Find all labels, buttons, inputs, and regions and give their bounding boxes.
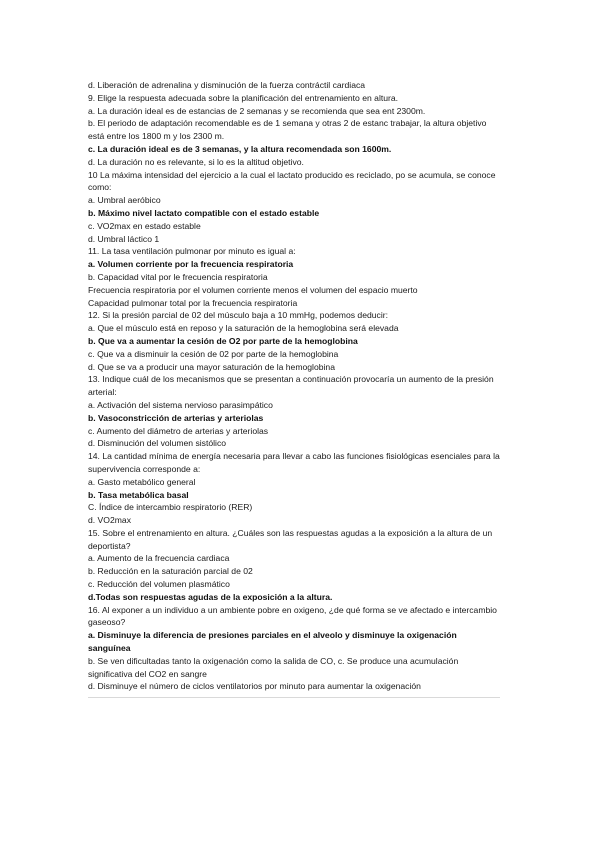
answer-line-correct: b. Tasa metabólica basal — [88, 489, 189, 500]
text-line: a. Gasto metabólico general — [88, 476, 196, 487]
answer-line-correct: c. La duración ideal es de 3 semanas, y la altura recomendada son 1600m. — [88, 143, 392, 154]
text-line: c. Reducción del volumen plasmático — [88, 579, 230, 590]
document-body — [88, 79, 500, 693]
text-line: d. Liberación de adrenalina y disminución de la fuerza contráctil cardiaca — [88, 80, 366, 90]
text-line: 15. Sobre el entrenamiento en altura. ¿Cuáles son las respuestas agudas a la exposición a la altura de un deportista? — [88, 527, 493, 551]
text-line: b. El periodo de adaptación recomendable es de 1 semana y otras 2 de estanc trabajar, la altura objetivo está entre los 1800 m y los 2300 m. — [88, 118, 487, 142]
answer-line-correct: a. Volumen corriente por la frecuencia respiratoria — [88, 259, 294, 270]
text-line: a. Umbral aeróbico — [88, 195, 161, 206]
answer-line-correct: b. Que va a aumentar la cesión de O2 por parte de la hemoglobina — [88, 335, 358, 346]
text-line: d. Que se va a producir una mayor saturación de la hemoglobina — [88, 361, 335, 372]
text-line: c. Aumento del diámetro de arterias y arteriolas — [88, 425, 269, 436]
text-line: d. La duración no es relevante, si lo es la altitud objetivo. — [88, 156, 304, 167]
text-line: a. Activación del sistema nervioso parasimpático — [88, 399, 273, 410]
answer-line-correct: a. Disminuye la diferencia de presiones parciales en el alveolo y disminuye la oxigenación sanguínea — [88, 630, 457, 654]
text-line: Frecuencia respiratoria por el volumen corriente menos el volumen del espacio muerto — [88, 284, 418, 295]
text-line: 14. La cantidad mínima de energía necesaria para llevar a cabo las funciones fisiológicas esenciales para la supervivencia corresponde a: — [88, 451, 500, 474]
text-line: d. Disminuye el número de ciclos ventilatorios por minuto para aumentar la oxigenación — [88, 681, 421, 692]
text-line: d. Disminución del volumen sistólico — [88, 438, 227, 449]
answer-line-correct: b. Vasoconstricción de arterias y arteriolas — [88, 412, 264, 423]
text-line: d. VO2max — [88, 515, 131, 526]
text-line: a. Que el músculo está en reposo y la saturación de la hemoglobina será elevada — [88, 323, 399, 334]
text-line: 9. Elige la respuesta adecuada sobre la planificación del entrenamiento en altura. — [88, 92, 399, 103]
text-line: a. La duración ideal es de estancias de 2 semanas y se recomienda que sea ent 2300m. — [88, 105, 426, 116]
text-line: d. Umbral láctico 1 — [88, 233, 160, 244]
text-line: b. Reducción en la saturación parcial de 02 — [88, 566, 253, 577]
text-line: 11. La tasa ventilación pulmonar por minuto es igual a: — [88, 246, 296, 257]
text-line: c. Que va a disminuir la cesión de 02 por parte de la hemoglobina — [88, 348, 339, 359]
text-line: Capacidad pulmonar total por la frecuencia respiratoria — [88, 297, 298, 308]
text-line: c. VO2max en estado estable — [88, 220, 201, 231]
text-line: a. Aumento de la frecuencia cardiaca — [88, 553, 230, 564]
answer-line-correct: b. Máximo nivel lactato compatible con el estado estable — [88, 207, 320, 218]
text-line: 13. Indique cuál de los mecanismos que se presentan a continuación provocaría un aumento de la presión arterial: — [88, 374, 494, 398]
text-line: 10 La máxima intensidad del ejercicio a la cual el lactato producido es reciclado, po se acumula, se conoce como: — [88, 169, 496, 193]
text-line: C. Índice de intercambio respiratorio (RER) — [88, 502, 253, 513]
text-line: 16. Al exponer a un individuo a un ambiente pobre en oxigeno, ¿de qué forma se ve afectado e intercambio gaseoso? — [88, 604, 497, 628]
answer-line-correct: d.Todas son respuestas agudas de la exposición a la altura. — [88, 591, 333, 602]
text-line: 12. Si la presión parcial de 02 del músculo baja a 10 mmHg, podemos deducir: — [88, 310, 388, 321]
page-divider — [88, 697, 500, 698]
text-line: b. Capacidad vital por le frecuencia respiratoria — [88, 271, 268, 282]
text-line: b. Se ven dificultadas tanto la oxigenación como la salida de CO, c. Se produce una acumulación significativa del CO2 en sangre — [88, 655, 459, 679]
